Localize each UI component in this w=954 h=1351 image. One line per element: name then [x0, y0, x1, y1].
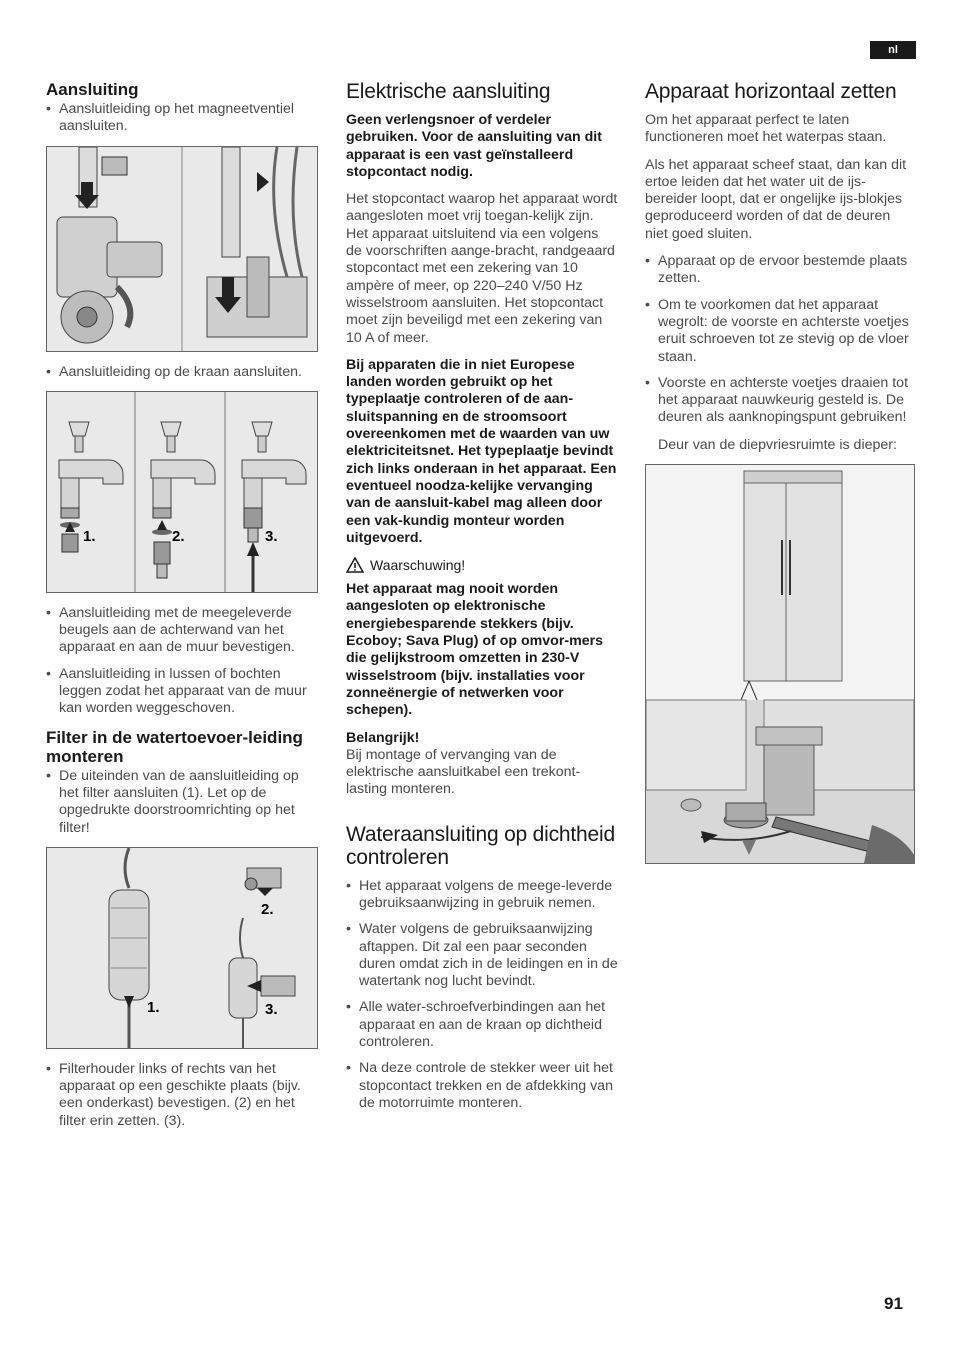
bullet-lussen: • Aansluitleiding in lussen of bochten leggen zodat het apparaat van de muur kan worden weggeschoven. — [46, 666, 318, 718]
heading-filter: Filter in de watertoevoer-leiding monteren — [46, 727, 303, 766]
figure-leveling — [645, 464, 915, 864]
heading-wateraansluiting: Wateraansluiting op dichtheid controleren — [346, 822, 615, 869]
fig3-label-2: 2. — [261, 900, 274, 918]
valve-illustration — [47, 147, 317, 351]
figure-valve-connection — [46, 146, 318, 352]
important-label: Belangrijk! — [346, 729, 420, 746]
para-scheef: Als het apparaat scheef staat, dan kan dit ertoe leiden dat het water uit de ijs-bereider loopt, dat er ongelijke ijs-blokjes geproduceerd worden of dat de deuren niet goed sluiten. — [645, 156, 907, 242]
page-number: 91 — [884, 1294, 903, 1313]
column-left — [46, 80, 318, 1140]
leveling-illustration — [646, 465, 914, 863]
fig3-label-1: 1. — [147, 998, 160, 1016]
fig2-label-1: 1. — [83, 527, 96, 545]
heading-elektrische-aansluiting: Elektrische aansluiting — [346, 80, 551, 103]
bullet-voetjes-draaien: • Voorste en achterste voetjes draaien tot het apparaat nauwkeurig gesteld is. De deuren als aanknopingspunt gebruiken! — [645, 375, 917, 427]
bullet-magneetventiel: • Aansluitleiding op het magneetventiel aansluiten. — [46, 101, 318, 136]
column-middle — [346, 80, 618, 1122]
fig2-label-2: 2. — [172, 527, 185, 545]
bullet-schroefverbindingen: • Alle water-schroefverbindingen aan het apparaat en aan de kraan op dichtheid controleren. — [346, 999, 618, 1051]
heading-horizontaal-zetten: Apparaat horizontaal zetten — [645, 80, 897, 103]
para-trekontlasting: Bij montage of vervanging van de elektrische aansluitkabel een trekont-lasting monteren. — [346, 746, 581, 798]
bullet-filterhouder: • Filterhouder links of rechts van het apparaat op een geschikte plaats (bijv. een onderkast) bevestigen. (2) en het filter erin zetten. (3). — [46, 1061, 318, 1130]
warning-label: Waarschuwing! — [370, 557, 466, 574]
warning-verlengsnoer: Geen verlengsnoer of verdeler gebruiken. Voor de aansluiting van dit apparaat is een vast geïnstalleerd stopcontact nodig. — [346, 112, 602, 180]
para-waterpas: Om het apparaat perfect te laten functioneren moet het waterpas staan. — [645, 112, 887, 146]
warning-triangle-icon — [346, 557, 364, 573]
bullet-beugels: • Aansluitleiding met de meegeleverde beugels aan de achterwand van het apparaat en aan de muur bevestigen. — [46, 605, 318, 657]
heading-aansluiting: Aansluiting — [46, 80, 139, 99]
warning-row — [346, 557, 618, 573]
para-energiebesparende-stekkers: Het apparaat mag nooit worden aangesloten op elektronische energiebesparende stekkers (bijv. Ecoboy; Sava Plug) of op omvor-mers die gelijkstroom omzetten in 230-V wisselstroom (bijv. installaties voor zonneënergie of netwerken voor schepen). — [346, 581, 603, 719]
bullet-water-aftappen: • Water volgens de gebruiksaanwijzing aftappen. Dit zal een paar seconden duren omdat zich in de leidingen en in de watertank nog lucht bevindt. — [346, 921, 618, 990]
language-tab: nl — [870, 41, 916, 59]
filter-illustration — [47, 848, 317, 1048]
bullet-plaats-zetten: • Apparaat op de ervoor bestemde plaats zetten. — [645, 253, 917, 288]
bullet-stekker-uit: • Na deze controle de stekker weer uit het stopcontact trekken en de afdekking van de motorruimte monteren. — [346, 1060, 618, 1112]
bullet-wegrollen: • Om te voorkomen dat het apparaat wegrolt: de voorste en achterste voetjes eruit schroeven tot ze stevig op de vloer staan. — [645, 297, 917, 366]
figure-tap-connection — [46, 391, 318, 593]
para-stopcontact: Het stopcontact waarop het apparaat wordt aangesloten moet vrij toegan-kelijk zijn. Het apparaat uitsluitend via een volgens de voorschriften aange-bracht, randgeaard stopcontact met een zekering van 10 ampère of meer, op 220–240 V/50 Hz wisselstroom aansluiten. Het stopcontact moet zijn beveiligd met een zekering van 10 A of meer. — [346, 191, 618, 346]
bullet-kraan: • Aansluitleiding op de kraan aansluiten. — [46, 364, 318, 381]
fig2-label-3: 3. — [265, 527, 278, 545]
figure-filter — [46, 847, 318, 1049]
bullet-in-gebruik-nemen: • Het apparaat volgens de meege-leverde gebruiksaanwijzing in gebruik nemen. — [346, 878, 618, 913]
para-typeplaatje: Bij apparaten die in niet Europese landen worden gebruikt op het typeplaatje controleren of de aan-sluitspanning en de stroomsoort overeenkomen met de waarden van uw elektriciteitsnet. Het typeplaatje bevindt zich links onderaan in het apparaat. Een eventueel noodza-kelijke vervanging van de aansluit-kabel mag alleen door een vak-kundig monteur worden uitgevoerd. — [346, 356, 617, 546]
column-right — [645, 80, 917, 876]
fig3-label-3: 3. — [265, 1000, 278, 1018]
tap-illustration — [47, 392, 317, 592]
note-diepvriesruimte: Deur van de diepvriesruimte is dieper: — [658, 436, 897, 453]
bullet-filter-aansluiten: • De uiteinden van de aansluitleiding op het filter aansluiten (1). Let op de opgedrukte doorstroomrichting op het filter! — [46, 768, 318, 837]
